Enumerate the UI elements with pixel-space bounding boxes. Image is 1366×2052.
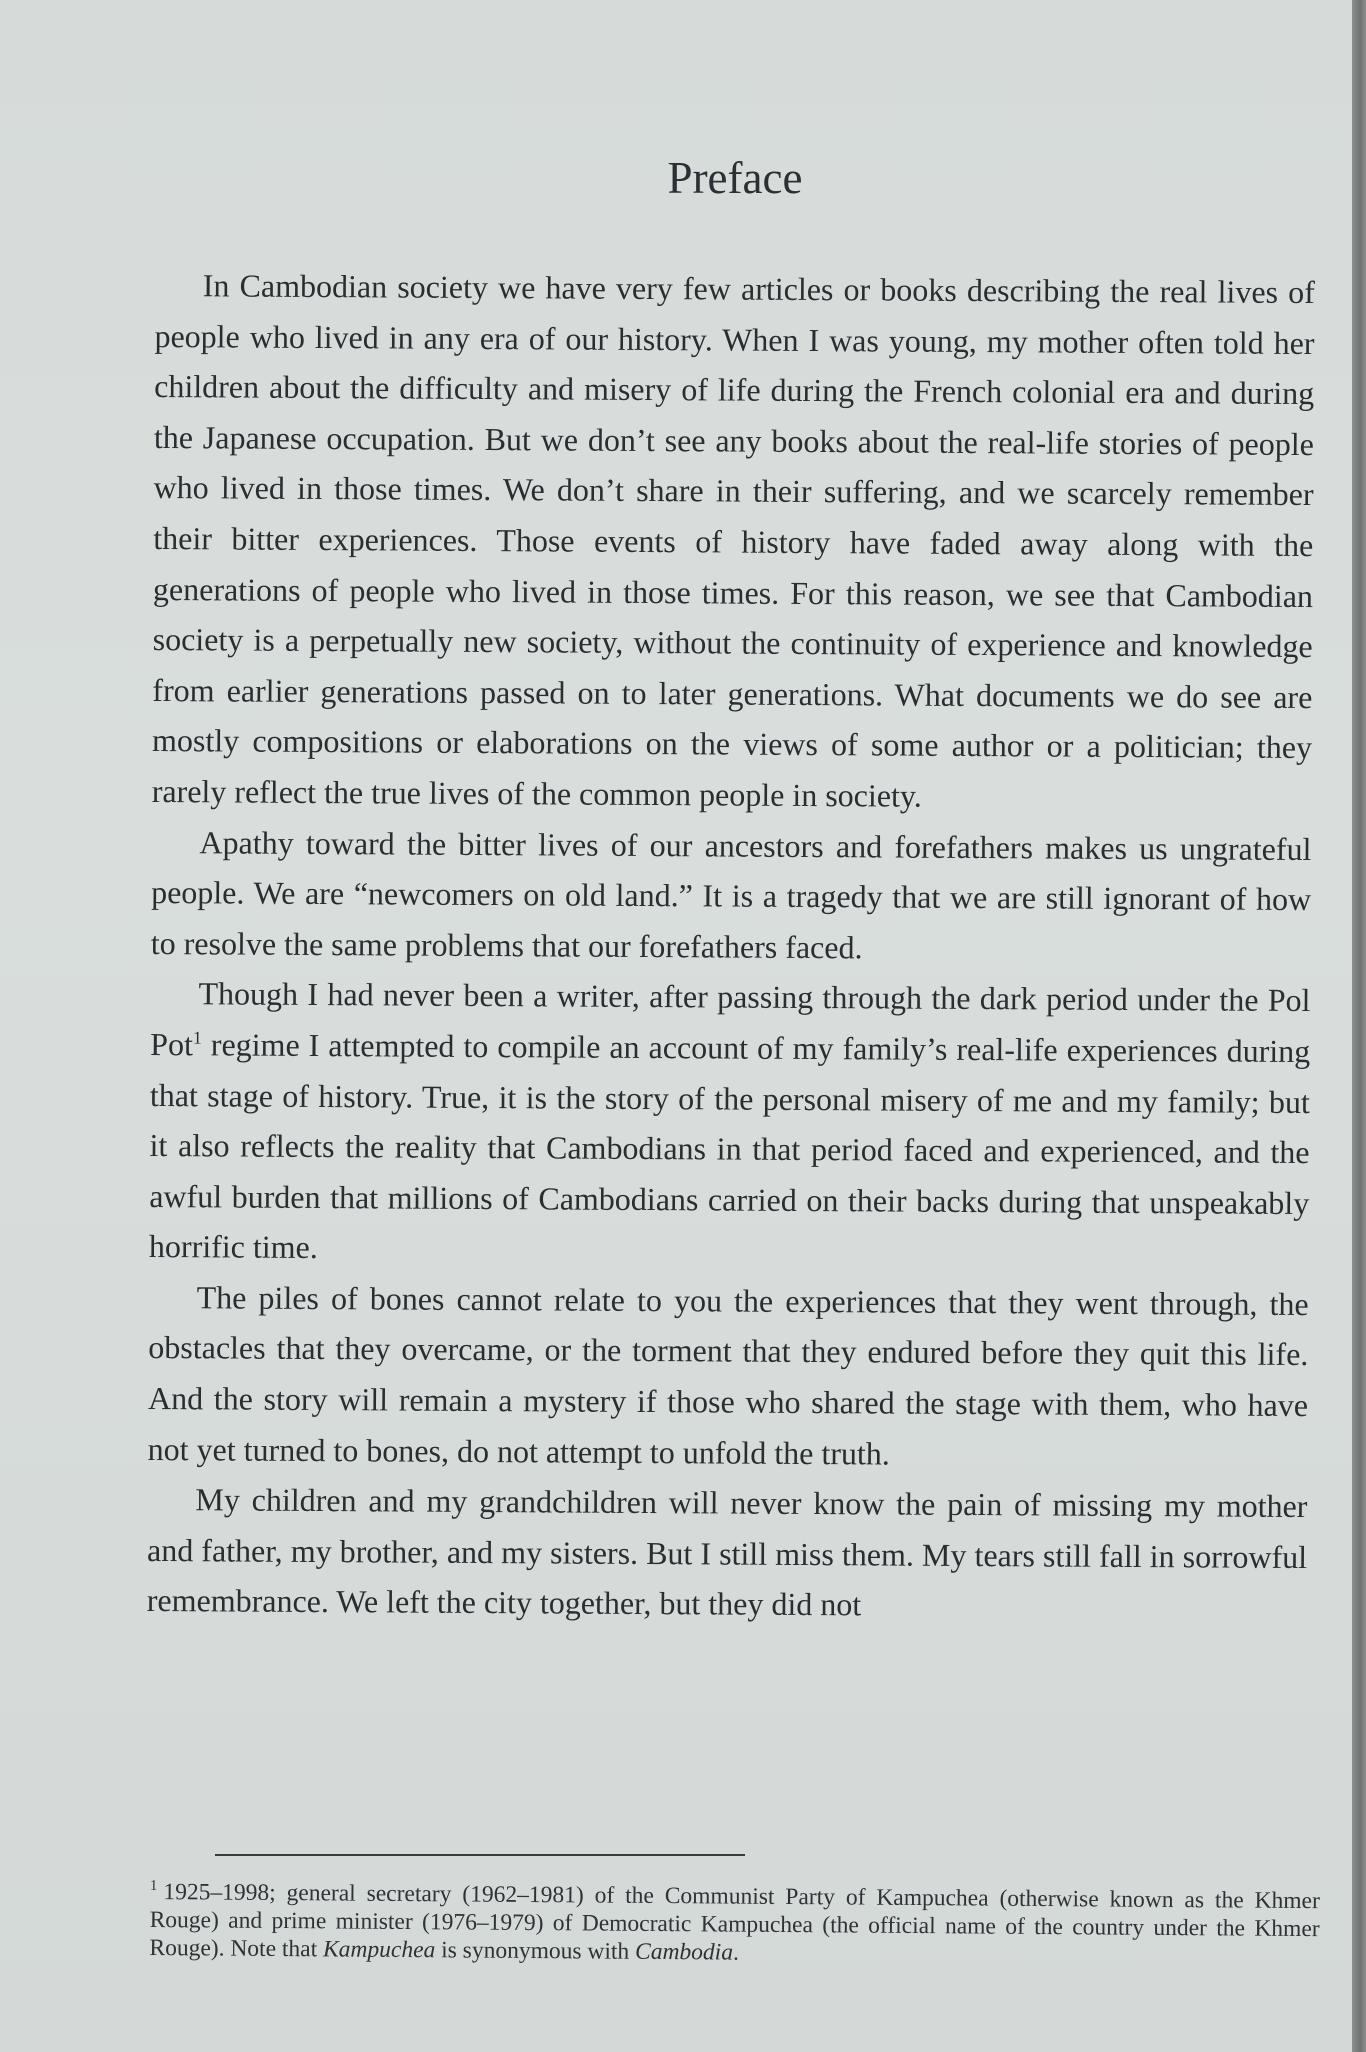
footnote-mark: 1 xyxy=(149,1878,158,1895)
body-text xyxy=(147,260,1315,1633)
footnote-reference: 1 xyxy=(192,1027,202,1048)
paragraph: My children and my grandchildren will never know the pain of missing my mother and father, my brother, and my sisters. But I still miss them. My tears still fall in sorrowful remembrance. We left the city together, but they did not xyxy=(146,1481,1308,1623)
paragraph-text: Though I had never been a writer, after passing through the dark period under the Pol Pot xyxy=(150,975,1311,1063)
page-title: Preface xyxy=(667,153,803,203)
footnote xyxy=(149,1878,1320,1971)
paragraph xyxy=(149,968,1311,1279)
footnote-text: . xyxy=(732,1939,740,1966)
footnote-italic-term: Cambodia xyxy=(634,1938,734,1966)
paragraph: In Cambodian society we have very few articles or books describing the real lives of people who lived in any era of our history. When I was young, my mother often told her children about the difficulty and misery of life during the French colonial era and during the Japanese occupation. But we don’t see any books about the real-life stories of people who lived in those times. We don’t share in their suffering, and we scarcely remember their bitter experiences. Those events of history have faded away along with the generations of people who lived in those times. For this reason, we see that Cambodian society is a perpetually new society, without the continuity of experience and knowledge from earlier generations passed on to later generations. What documents we do see are mostly compositions or elaborations on the views of some author or a politician; they rarely reflect the true lives of the common people in society. xyxy=(151,267,1315,814)
footnote-italic-term: Kampuchea xyxy=(322,1936,436,1964)
paragraph-text: regime I attempted to compile an account of my family’s real-life experiences during that stage of history. True, it is the story of the personal misery of me and my family; but it also reflects the reality that Cambodians in that period faced and experienced, and the awful burden that millions of Cambodians carried on their backs during that unspeakably horrific time. xyxy=(148,1026,1311,1266)
footnote-text: 1925–1998; general secretary (1962–1981) of the Communist Party of Kampuchea (otherwise known as the Khmer Rouge) and prime minister (1976–1979) of Democratic Kampuchea (the official name of the country under the Khmer Rouge). Note that xyxy=(149,1879,1320,1963)
footnote-text: is synonymous with xyxy=(435,1937,636,1965)
footnote-divider xyxy=(215,1854,745,1856)
page-edge xyxy=(1352,0,1366,2052)
paragraph: Apathy toward the bitter lives of our ancestors and forefathers makes us ungrateful people. We are “newcomers on old land.” It is a tragedy that we are still ignorant of how to resolve the same problems that our forefathers faced. xyxy=(150,823,1312,966)
paragraph: The piles of bones cannot relate to you the experiences that they went through, the obstacles that they overcame, or the torment that they endured before they quit this life. And the story will remain a mystery if those who shared the stage with them, who have not yet turned to bones, do not attempt to unfold the truth. xyxy=(147,1279,1309,1472)
